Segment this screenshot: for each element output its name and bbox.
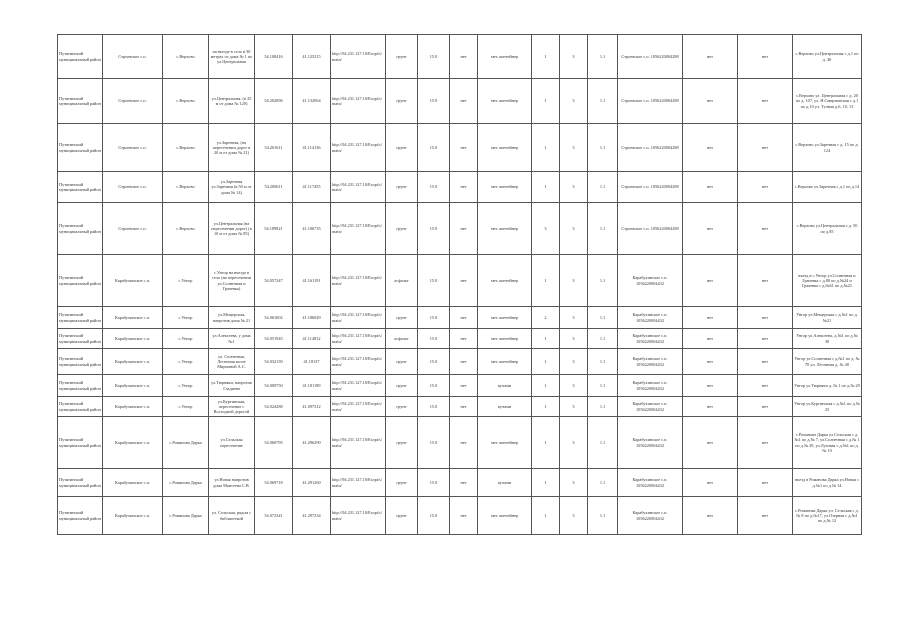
- sewer-cell: нет: [683, 124, 738, 172]
- fence-cell: нет: [450, 172, 478, 203]
- district-cell: Путятинский муниципальный район: [58, 79, 103, 124]
- volume-cell: 1.1: [588, 79, 618, 124]
- settlement-cell: Карабухинское с.п.: [103, 375, 163, 397]
- volume-cell: 1.1: [588, 35, 618, 79]
- longitude-cell: 41.106735: [293, 203, 331, 255]
- longitude-cell: 41.132064: [293, 79, 331, 124]
- area-cell: 15.0: [418, 469, 450, 497]
- latitude-cell: 54.060795: [255, 417, 293, 469]
- map-link-cell: http://94.231.127.10/Esopt/s/main/: [331, 497, 386, 535]
- roof-cell: нет: [738, 469, 793, 497]
- container-count-cell: 1: [532, 375, 560, 397]
- planned-count-cell: 3: [560, 397, 588, 417]
- served-objects-cell: въезд в с.Унгор ул.Солнечная и Грачевка с д.80 по д.№24 и Грачевка с д.№61 по д.№21: [793, 255, 862, 307]
- served-objects-cell: Унгор ул.Солнечная с д.№1 по д. № 70 ул. Лесничая д. № 40: [793, 349, 862, 375]
- address-cell: ул. Сельская, рядом с библиотекой: [209, 497, 255, 535]
- surface-cell: грунт: [386, 417, 418, 469]
- table-body: [58, 35, 862, 535]
- container-type-cell: мет. контейнер: [478, 255, 532, 307]
- container-count-cell: 1: [532, 349, 560, 375]
- locality-cell: с.Верхово: [163, 35, 209, 79]
- longitude-cell: 41.125215: [293, 35, 331, 79]
- district-cell: Путятинский муниципальный район: [58, 417, 103, 469]
- area-cell: 15.0: [418, 172, 450, 203]
- owner-cell: Карабухинское с.п. 1056220004432: [618, 469, 683, 497]
- planned-count-cell: 3: [560, 79, 588, 124]
- planned-count-cell: 3: [560, 172, 588, 203]
- served-objects-cell: Унгор ул.Кургинская с д.№1 по д.№ 25: [793, 397, 862, 417]
- sewer-cell: нет: [683, 255, 738, 307]
- surface-cell: грунт: [386, 35, 418, 79]
- roof-cell: нет: [738, 172, 793, 203]
- roof-cell: нет: [738, 307, 793, 329]
- locality-cell: с.Романова Дарка: [163, 497, 209, 535]
- area-cell: 15.0: [418, 397, 450, 417]
- district-cell: Путятинский муниципальный район: [58, 469, 103, 497]
- volume-cell: 1.1: [588, 329, 618, 349]
- map-link-cell: http://94.231.127.10/Esopt/s/main/: [331, 469, 386, 497]
- container-type-cell: мет. контейнер: [478, 307, 532, 329]
- roof-cell: нет: [738, 124, 793, 172]
- longitude-cell: 41.114136: [293, 124, 331, 172]
- area-cell: 15.0: [418, 203, 450, 255]
- surface-cell: грунт: [386, 375, 418, 397]
- locality-cell: с.Верхово: [163, 203, 209, 255]
- owner-cell: Строевское с.п. 1056220004288: [618, 172, 683, 203]
- container-type-cell: мет. контейнер: [478, 35, 532, 79]
- owner-cell: Строевское с.п. 1056220004288: [618, 79, 683, 124]
- map-link-cell: http://94.231.127.10/Esopt/s/main/: [331, 307, 386, 329]
- locality-cell: с.Верхово: [163, 124, 209, 172]
- settlement-cell: Строевское с.п.: [103, 203, 163, 255]
- planned-count-cell: 3: [560, 375, 588, 397]
- container-count-cell: 1: [532, 329, 560, 349]
- table-row: [58, 329, 862, 349]
- volume-cell: 1.1: [588, 417, 618, 469]
- table-row: [58, 349, 862, 375]
- table-row: [58, 79, 862, 124]
- served-objects-cell: с.Верхово ул.Центральная с д.1 по д. 40: [793, 35, 862, 79]
- settlement-cell: Строевское с.п.: [103, 124, 163, 172]
- surface-cell: грунт: [386, 497, 418, 535]
- district-cell: Путятинский муниципальный район: [58, 35, 103, 79]
- fence-cell: нет: [450, 79, 478, 124]
- fence-cell: нет: [450, 349, 478, 375]
- container-count-cell: 2: [532, 307, 560, 329]
- settlement-cell: Карабухинское с.п.: [103, 349, 163, 375]
- volume-cell: 1.1: [588, 172, 618, 203]
- map-link-cell: http://94.231.127.10/Esopt/s/main/: [331, 417, 386, 469]
- volume-cell: 1.1: [588, 124, 618, 172]
- owner-cell: Карабухинское с.п. 1056220004432: [618, 329, 683, 349]
- latitude-cell: 54.032139: [255, 349, 293, 375]
- address-cell: ул.Новая напротив дома Моисеева С.В.: [209, 469, 255, 497]
- fence-cell: нет: [450, 255, 478, 307]
- map-link-cell: http://94.231.127.10/Esopt/s/main/: [331, 397, 386, 417]
- container-count-cell: 1: [532, 124, 560, 172]
- longitude-cell: 41.18137: [293, 349, 331, 375]
- latitude-cell: 54.202096: [255, 79, 293, 124]
- map-link-cell: http://94.231.127.10/Esopt/s/main/: [331, 79, 386, 124]
- settlement-cell: Карабухинское с.п.: [103, 329, 163, 349]
- container-count-cell: 1: [532, 469, 560, 497]
- planned-count-cell: 3: [560, 329, 588, 349]
- sewer-cell: нет: [683, 203, 738, 255]
- locality-cell: с.Унгор: [163, 349, 209, 375]
- map-link-cell: http://94.231.127.10/Esopt/s/main/: [331, 329, 386, 349]
- table-row: [58, 172, 862, 203]
- roof-cell: нет: [738, 203, 793, 255]
- fence-cell: нет: [450, 497, 478, 535]
- container-count-cell: 1: [532, 255, 560, 307]
- settlement-cell: Строевское с.п.: [103, 79, 163, 124]
- sewer-cell: нет: [683, 397, 738, 417]
- sewer-cell: нет: [683, 375, 738, 397]
- fence-cell: нет: [450, 397, 478, 417]
- roof-cell: нет: [738, 349, 793, 375]
- latitude-cell: 54.057347: [255, 255, 293, 307]
- surface-cell: грунт: [386, 203, 418, 255]
- longitude-cell: 41.297234: [293, 497, 331, 535]
- served-objects-cell: с.Верхово ул.Центральная с д. 50 по д.85: [793, 203, 862, 255]
- settlement-cell: Карабухинское с.п.: [103, 255, 163, 307]
- container-type-cell: мет. контейнер: [478, 172, 532, 203]
- roof-cell: нет: [738, 255, 793, 307]
- longitude-cell: 41.291260: [293, 469, 331, 497]
- served-objects-cell: с.Верхово ул. Центральная с д. 20 по д. 107, ул. Н.Смирновская с д.1 по д.10 ул. Тучная д.6, 10, 13: [793, 79, 862, 124]
- container-count-cell: 1: [532, 79, 560, 124]
- district-cell: Путятинский муниципальный район: [58, 329, 103, 349]
- latitude-cell: 54.200611: [255, 172, 293, 203]
- surface-cell: грунт: [386, 349, 418, 375]
- container-count-cell: 1: [532, 35, 560, 79]
- settlement-cell: Карабухинское с.п.: [103, 307, 163, 329]
- table-row: [58, 203, 862, 255]
- sewer-cell: нет: [683, 35, 738, 79]
- fence-cell: нет: [450, 124, 478, 172]
- area-cell: 15.0: [418, 329, 450, 349]
- table-row: [58, 397, 862, 417]
- address-cell: ул.Кургинская, пересечение с Восходной дорогой: [209, 397, 255, 417]
- latitude-cell: 54.051945: [255, 329, 293, 349]
- container-count-cell: 1: [532, 172, 560, 203]
- waste-sites-table: [57, 34, 862, 535]
- planned-count-cell: 3: [560, 124, 588, 172]
- latitude-cell: 54.108416: [255, 35, 293, 79]
- owner-cell: Карабухинское с.п. 1056220004432: [618, 375, 683, 397]
- container-type-cell: мет. контейнер: [478, 79, 532, 124]
- area-cell: 15.0: [418, 349, 450, 375]
- volume-cell: 1.1: [588, 375, 618, 397]
- container-type-cell: мет. контейнер: [478, 349, 532, 375]
- district-cell: Путятинский муниципальный район: [58, 397, 103, 417]
- locality-cell: с.Унгор: [163, 329, 209, 349]
- address-cell: ул. Солнечная, Лесничая возле Мирчиной А.С.: [209, 349, 255, 375]
- container-count-cell: 1: [532, 397, 560, 417]
- locality-cell: с.Унгор: [163, 397, 209, 417]
- volume-cell: 1.1: [588, 349, 618, 375]
- surface-cell: грунт: [386, 172, 418, 203]
- container-type-cell: мет. контейнер: [478, 417, 532, 469]
- settlement-cell: Карабухинское с.п.: [103, 497, 163, 535]
- fence-cell: нет: [450, 417, 478, 469]
- roof-cell: нет: [738, 79, 793, 124]
- locality-cell: с.Романова Дарка: [163, 469, 209, 497]
- volume-cell: 1.1: [588, 307, 618, 329]
- settlement-cell: Строевское с.п.: [103, 35, 163, 79]
- owner-cell: Строевское с.п. 1056220004288: [618, 203, 683, 255]
- table-row: [58, 417, 862, 469]
- map-link-cell: http://94.231.127.10/Esopt/s/main/: [331, 375, 386, 397]
- volume-cell: 1.1: [588, 469, 618, 497]
- table-row: [58, 307, 862, 329]
- owner-cell: Карабухинское с.п. 1056220004432: [618, 497, 683, 535]
- locality-cell: с.Романова Дарка: [163, 417, 209, 469]
- sewer-cell: нет: [683, 497, 738, 535]
- container-count-cell: 1: [532, 417, 560, 469]
- planned-count-cell: 3: [560, 349, 588, 375]
- longitude-cell: 41.097312: [293, 397, 331, 417]
- longitude-cell: 41.186049: [293, 307, 331, 329]
- sewer-cell: нет: [683, 349, 738, 375]
- area-cell: 15.0: [418, 124, 450, 172]
- planned-count-cell: 3: [560, 255, 588, 307]
- volume-cell: 1.1: [588, 203, 618, 255]
- container-type-cell: кучами: [478, 375, 532, 397]
- volume-cell: 1.1: [588, 497, 618, 535]
- surface-cell: грунт: [386, 469, 418, 497]
- volume-cell: 1.1: [588, 255, 618, 307]
- surface-cell: грунт: [386, 79, 418, 124]
- roof-cell: нет: [738, 329, 793, 349]
- container-type-cell: кучами: [478, 397, 532, 417]
- container-type-cell: мет. контейнер: [478, 329, 532, 349]
- locality-cell: с.Верхово: [163, 79, 209, 124]
- district-cell: Путятинский муниципальный район: [58, 203, 103, 255]
- table-row: [58, 375, 862, 397]
- address-cell: ул.Центральная (на пересечении дорог) (в 10 м от дома № 85): [209, 203, 255, 255]
- container-type-cell: мет. контейнер: [478, 203, 532, 255]
- map-link-cell: http://94.231.127.10/Esopt/s/main/: [331, 203, 386, 255]
- owner-cell: Карабухинское с.п. 1056220004432: [618, 307, 683, 329]
- fence-cell: нет: [450, 203, 478, 255]
- roof-cell: нет: [738, 397, 793, 417]
- served-objects-cell: Унгор ул.Мещерская с д.№1 по д.№21: [793, 307, 862, 329]
- latitude-cell: 54.061002: [255, 307, 293, 329]
- roof-cell: нет: [738, 497, 793, 535]
- served-objects-cell: въезд в Романова Дарка ул.Новая с д.№1 по д.№ 14: [793, 469, 862, 497]
- sewer-cell: нет: [683, 329, 738, 349]
- address-cell: ул.Алексеева, у дома №1: [209, 329, 255, 349]
- surface-cell: асфальт: [386, 255, 418, 307]
- longitude-cell: 41.114812: [293, 329, 331, 349]
- sewer-cell: нет: [683, 417, 738, 469]
- address-cell: ул.Тюрняки, напротив Гладиева: [209, 375, 255, 397]
- container-count-cell: 3: [532, 203, 560, 255]
- area-cell: 15.0: [418, 417, 450, 469]
- longitude-cell: 41.117455: [293, 172, 331, 203]
- address-cell: с.Унгор на въезде в село (на пересечении ул.Солнечная и Грачевка): [209, 255, 255, 307]
- planned-count-cell: 3: [560, 497, 588, 535]
- container-type-cell: мет. контейнер: [478, 497, 532, 535]
- settlement-cell: Строевское с.п.: [103, 172, 163, 203]
- longitude-cell: 41.296290: [293, 417, 331, 469]
- latitude-cell: 54.009750: [255, 375, 293, 397]
- planned-count-cell: 3: [560, 307, 588, 329]
- served-objects-cell: с.Романова Дарка ул.Сельская с д.№1 по д.№ 7, ул.Солнечная с д.№ 1 по д.№ 29, ул.Луговая с д.№1 по д.№ 10: [793, 417, 862, 469]
- locality-cell: с.Верхово: [163, 172, 209, 203]
- latitude-cell: 54.189821: [255, 203, 293, 255]
- roof-cell: нет: [738, 35, 793, 79]
- map-link-cell: http://94.231.127.10/Esopt/s/main/: [331, 255, 386, 307]
- settlement-cell: Карабухинское с.п.: [103, 397, 163, 417]
- area-cell: 15.0: [418, 497, 450, 535]
- container-type-cell: кучами: [478, 469, 532, 497]
- settlement-cell: Карабухинское с.п.: [103, 469, 163, 497]
- container-type-cell: мет. контейнер: [478, 124, 532, 172]
- owner-cell: Карабухинское с.п. 1056220004432: [618, 255, 683, 307]
- settlement-cell: Карабухинское с.п.: [103, 417, 163, 469]
- district-cell: Путятинский муниципальный район: [58, 497, 103, 535]
- map-link-cell: http://94.231.127.10/Esopt/s/main/: [331, 172, 386, 203]
- area-cell: 15.0: [418, 255, 450, 307]
- fence-cell: нет: [450, 35, 478, 79]
- address-cell: ул.Заречная ул.Заречная (в 50 м от дома № 14): [209, 172, 255, 203]
- owner-cell: Карабухинское с.п. 1056220004432: [618, 417, 683, 469]
- planned-count-cell: 3: [560, 35, 588, 79]
- map-link-cell: http://94.231.127.10/Esopt/s/main/: [331, 124, 386, 172]
- locality-cell: с.Унгор: [163, 375, 209, 397]
- sewer-cell: нет: [683, 307, 738, 329]
- roof-cell: нет: [738, 375, 793, 397]
- served-objects-cell: с.Верхово ул.Заречная с д.1 по д.14: [793, 172, 862, 203]
- address-cell: ул.Центральная, (в 25 м от дома № 120): [209, 79, 255, 124]
- table-row: [58, 497, 862, 535]
- district-cell: Путятинский муниципальный район: [58, 255, 103, 307]
- served-objects-cell: с.Романова Дарка ул. Сельская с д.№ 8 по д.№17, ул.Озерная с д.№1 по д.№ 12: [793, 497, 862, 535]
- fence-cell: нет: [450, 469, 478, 497]
- owner-cell: Карабухинское с.п. 1056220004432: [618, 397, 683, 417]
- volume-cell: 1.1: [588, 397, 618, 417]
- served-objects-cell: Унгор ул.Алексеева, д.№1 по д.№ 38: [793, 329, 862, 349]
- longitude-cell: 41.181189: [293, 375, 331, 397]
- map-link-cell: http://94.231.127.10/Esopt/s/main/: [331, 35, 386, 79]
- sewer-cell: нет: [683, 469, 738, 497]
- address-cell: ул.Сельская пересечение: [209, 417, 255, 469]
- owner-cell: Строевское с.п. 1056220004288: [618, 35, 683, 79]
- table-row: [58, 255, 862, 307]
- table-row: [58, 469, 862, 497]
- district-cell: Путятинский муниципальный район: [58, 349, 103, 375]
- address-cell: ул.Заречная, (на пересечении дорог в 20 м от дома № 21): [209, 124, 255, 172]
- fence-cell: нет: [450, 307, 478, 329]
- district-cell: Путятинский муниципальный район: [58, 172, 103, 203]
- owner-cell: Карабухинское с.п. 1056220004432: [618, 349, 683, 375]
- sewer-cell: нет: [683, 79, 738, 124]
- locality-cell: с.Унгор: [163, 255, 209, 307]
- latitude-cell: 54.069718: [255, 469, 293, 497]
- latitude-cell: 54.072341: [255, 497, 293, 535]
- planned-count-cell: 3: [560, 203, 588, 255]
- fence-cell: нет: [450, 375, 478, 397]
- area-cell: 15.0: [418, 375, 450, 397]
- area-cell: 15.0: [418, 35, 450, 79]
- district-cell: Путятинский муниципальный район: [58, 307, 103, 329]
- served-objects-cell: с.Верхово ул.Заречная с д. 15 по д. 124: [793, 124, 862, 172]
- area-cell: 15.0: [418, 307, 450, 329]
- area-cell: 15.0: [418, 79, 450, 124]
- served-objects-cell: Унгор ул.Тюрняки д. № 1 по д.№ 29: [793, 375, 862, 397]
- fence-cell: нет: [450, 329, 478, 349]
- planned-count-cell: 3: [560, 417, 588, 469]
- sewer-cell: нет: [683, 172, 738, 203]
- surface-cell: асфальт: [386, 329, 418, 349]
- surface-cell: грунт: [386, 397, 418, 417]
- latitude-cell: 54.201611: [255, 124, 293, 172]
- district-cell: Путятинский муниципальный район: [58, 375, 103, 397]
- surface-cell: грунт: [386, 124, 418, 172]
- locality-cell: с.Унгор: [163, 307, 209, 329]
- district-cell: Путятинский муниципальный район: [58, 124, 103, 172]
- table-row: [58, 35, 862, 79]
- latitude-cell: 54.024288: [255, 397, 293, 417]
- address-cell: на въезде в село в 30 метрах от дома № 1 по ул.Центральная: [209, 35, 255, 79]
- owner-cell: Строевское с.п. 1056220004288: [618, 124, 683, 172]
- surface-cell: грунт: [386, 307, 418, 329]
- address-cell: ул.Мещерская, напротив дома № 21: [209, 307, 255, 329]
- map-link-cell: http://94.231.127.10/Esopt/s/main/: [331, 349, 386, 375]
- longitude-cell: 41.161191: [293, 255, 331, 307]
- table-row: [58, 124, 862, 172]
- planned-count-cell: 3: [560, 469, 588, 497]
- roof-cell: нет: [738, 417, 793, 469]
- container-count-cell: 1: [532, 497, 560, 535]
